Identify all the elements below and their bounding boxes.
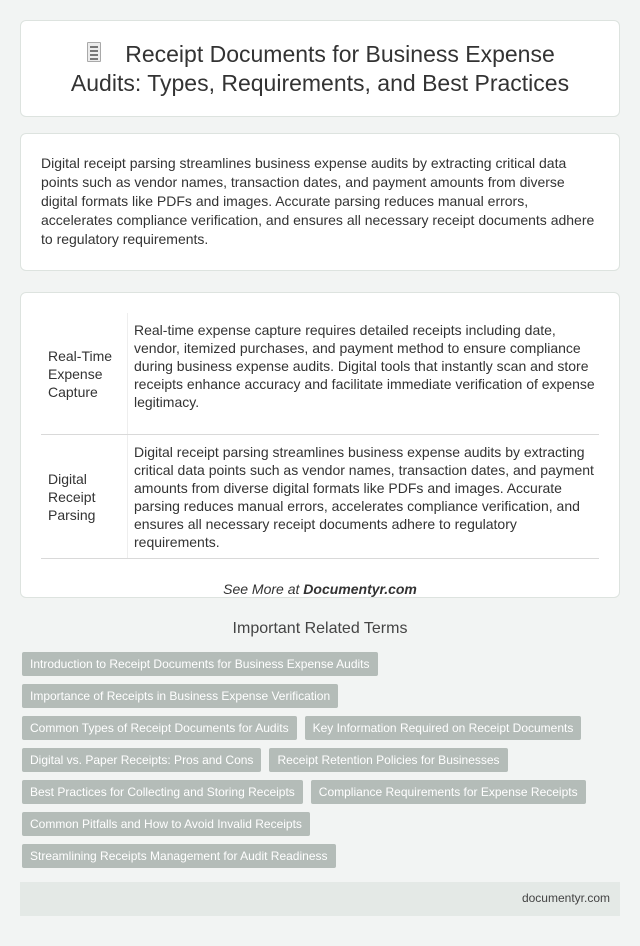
related-term-tag[interactable]: Best Practices for Collecting and Storing Receipts — [22, 780, 303, 804]
page-title — [41, 40, 599, 98]
related-term-tag[interactable]: Digital vs. Paper Receipts: Pros and Cons — [22, 748, 261, 772]
footer — [20, 882, 620, 916]
description-cell: Real-time expense capture requires detailed receipts including date, vendor, itemized purchases, and payment method to ensure compliance during business expense audits. Digital tools that instantly scan and store receipts enhance accuracy and facilitate immediate verification of expense legitimacy. — [127, 313, 597, 434]
footer-site[interactable]: documentyr.com — [521, 891, 610, 905]
title-card — [20, 20, 620, 117]
related-term-tag[interactable]: Compliance Requirements for Expense Receipts — [311, 780, 586, 804]
receipt-document-icon — [85, 42, 103, 64]
intro-text: Digital receipt parsing streamlines business expense audits by extracting critical data points such as vendor names, transaction dates, and payment amounts from diverse digital formats like PDFs and images. Accurate parsing reduces manual errors, accelerates compliance verification, and ensures all necessary receipt documents adhere to regulatory requirements. — [41, 155, 595, 247]
terms-table-card — [20, 292, 620, 598]
related-term-tag[interactable]: Common Pitfalls and How to Avoid Invalid Receipts — [22, 812, 310, 836]
see-more-link[interactable] — [41, 581, 599, 597]
related-term-tag[interactable]: Streamlining Receipts Management for Audit Readiness — [22, 844, 336, 868]
related-term-tag[interactable]: Common Types of Receipt Documents for Audits — [22, 716, 297, 740]
title-line-1: Receipt Documents for Business Expense — [125, 40, 555, 67]
table-row — [41, 435, 599, 559]
related-term-tag[interactable]: Introduction to Receipt Documents for Business Expense Audits — [22, 652, 378, 676]
related-terms-list — [22, 652, 618, 876]
title-line-2: Audits: Types, Requirements, and Best Practices — [70, 69, 570, 96]
term-cell: Digital Receipt Parsing — [48, 470, 96, 523]
related-terms-heading: Important Related Terms — [232, 620, 408, 637]
intro-card — [20, 133, 620, 271]
related-term-tag[interactable]: Key Information Required on Receipt Documents — [305, 716, 582, 740]
related-term-tag[interactable]: Importance of Receipts in Business Expense Verification — [22, 684, 338, 708]
see-more-prefix: See More at — [223, 581, 304, 597]
related-term-tag[interactable]: Receipt Retention Policies for Businesses — [269, 748, 507, 772]
see-more-site[interactable]: Documentyr.com — [303, 581, 417, 597]
term-cell: Real-Time Expense Capture — [48, 347, 113, 400]
table-row — [41, 313, 599, 435]
description-cell: Digital receipt parsing streamlines business expense audits by extracting critical data points such as vendor names, transaction dates, and payment amounts from diverse digital formats like PDFs and images. Accurate parsing reduces manual errors, accelerates compliance verification, and ensures all necessary receipt documents adhere to regulatory requirements. — [127, 435, 597, 558]
